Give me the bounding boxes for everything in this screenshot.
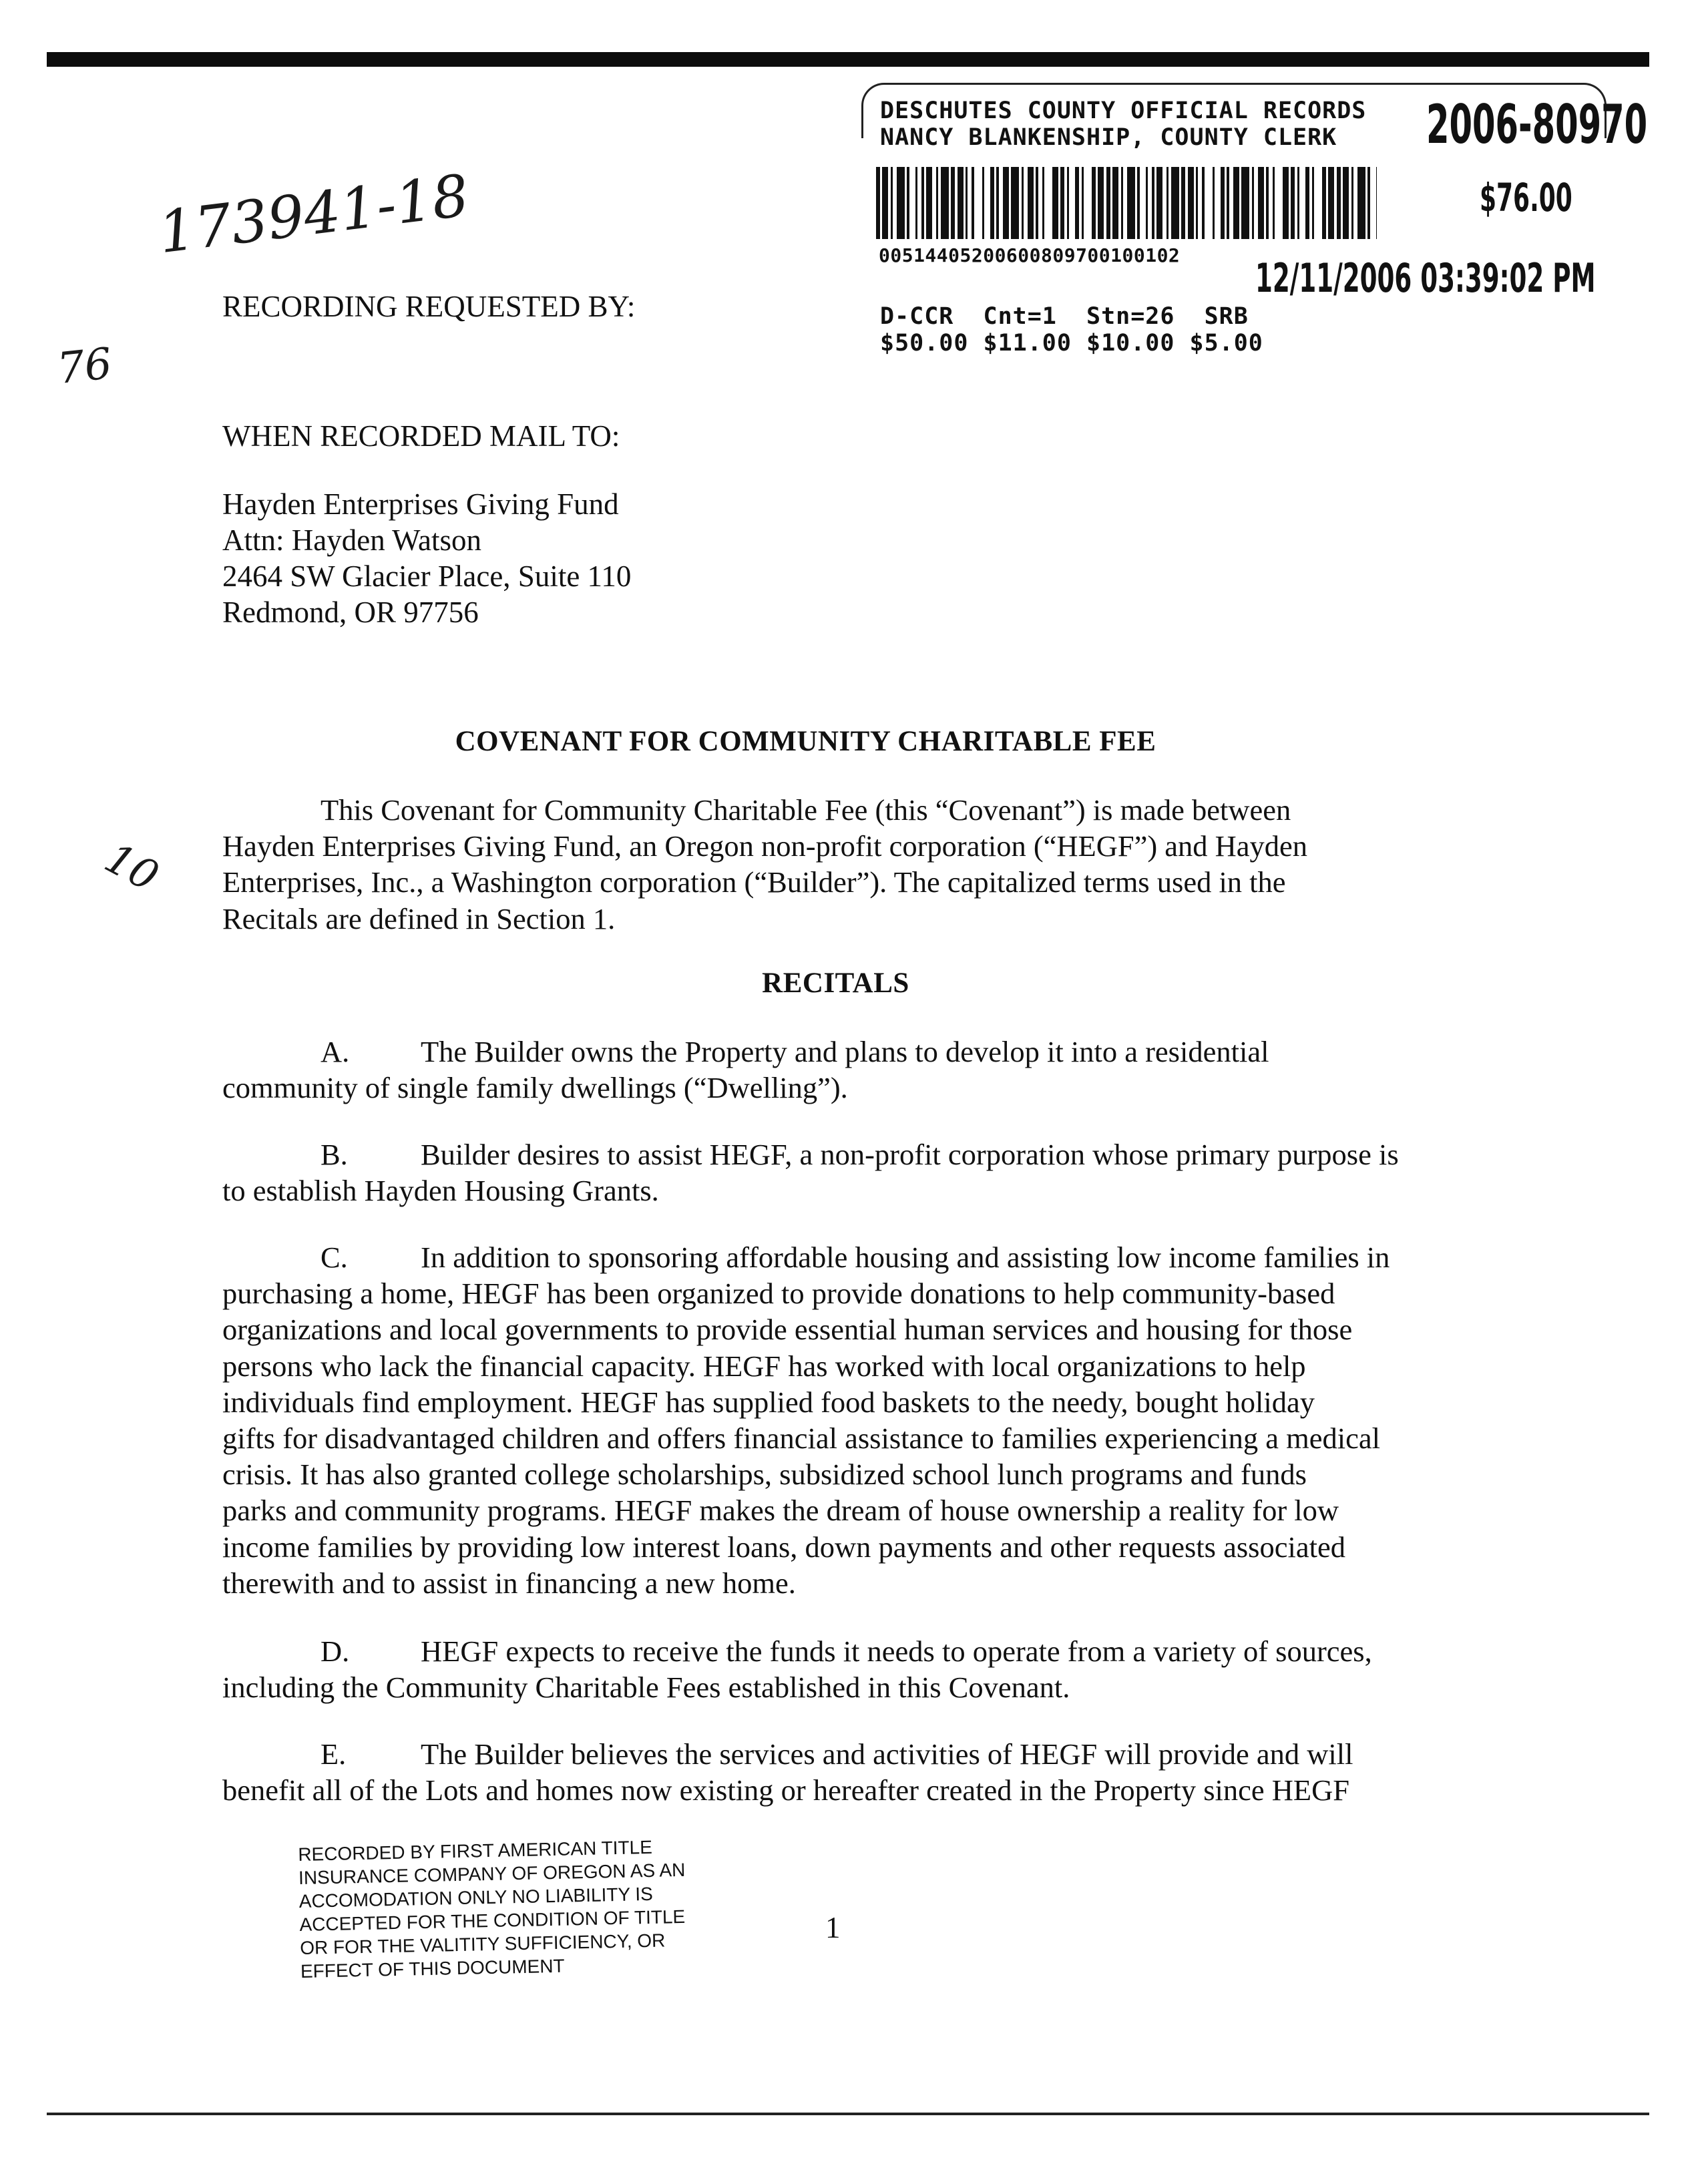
recital-marker: E. (321, 1737, 347, 1771)
recital-marker: B. (321, 1138, 348, 1171)
recital-marker: D. (321, 1634, 350, 1668)
bottom-border-rule (47, 2113, 1649, 2115)
paragraph-line: crisis. It has also granted college scholarships, subsidized school lunch programs and funds (222, 1458, 1307, 1492)
recital-e (222, 1736, 1353, 1808)
stamp-document-number: 2006-80970 (1426, 93, 1648, 156)
recital-marker: C. (321, 1241, 348, 1274)
recital-c (222, 1239, 1390, 1601)
disclaimer-line: INSURANCE COMPANY OF OREGON AS AN (298, 1859, 686, 1888)
stamp-barcode-digits: 00514405200600809700100102 (879, 244, 1181, 266)
paragraph-line: including the Community Charitable Fees established in this Covenant. (222, 1671, 1070, 1705)
stamp-clerk-line: NANCY BLANKENSHIP, COUNTY CLERK (880, 124, 1337, 151)
when-recorded-mail-to-label: WHEN RECORDED MAIL TO: (222, 419, 620, 453)
handwritten-margin-mark: 10 (97, 833, 167, 901)
address-line: Hayden Enterprises Giving Fund (222, 487, 619, 521)
paragraph-line: community of single family dwellings (“Dwelling”). (222, 1071, 848, 1105)
paragraph-line: The Builder believes the services and activities of HEGF will provide and will (421, 1737, 1353, 1771)
disclaimer-line: ACCOMODATION ONLY NO LIABILITY IS (298, 1883, 654, 1912)
document-title: COVENANT FOR COMMUNITY CHARITABLE FEE (455, 726, 1156, 757)
stamp-fees-line: $50.00 $11.00 $10.00 $5.00 (880, 330, 1263, 357)
paragraph-line: purchasing a home, HEGF has been organized to provide donations to help community-based (222, 1277, 1335, 1311)
paragraph-line: organizations and local governments to provide essential human services and housing for those (222, 1313, 1353, 1347)
paragraph-line: Builder desires to assist HEGF, a non-profit corporation whose primary purpose is (421, 1138, 1399, 1171)
recital-marker: A. (321, 1035, 350, 1068)
address-line: Redmond, OR 97756 (222, 596, 479, 629)
paragraph-line: gifts for disadvantaged children and offers financial assistance to families experiencing a medical (222, 1422, 1381, 1456)
title-company-disclaimer-stamp (298, 1835, 688, 1983)
paragraph-line: benefit all of the Lots and homes now existing or hereafter created in the Property since HEGF (222, 1773, 1350, 1807)
handwritten-margin-mark: 76 (55, 339, 115, 395)
paragraph-line: Recitals are defined in Section 1. (222, 901, 616, 935)
paragraph-line: individuals find employment. HEGF has supplied food baskets to the needy, bought holiday (222, 1385, 1315, 1419)
paragraph-line: HEGF expects to receive the funds it needs to operate from a variety of sources, (421, 1634, 1372, 1668)
stamp-barcode (876, 167, 1377, 239)
address-line: Attn: Hayden Watson (222, 523, 481, 557)
paragraph-line: persons who lack the financial capacity. HEGF has worked with local organizations to help (222, 1349, 1306, 1383)
page-number: 1 (825, 1911, 841, 1944)
recital-d (222, 1633, 1372, 1705)
address-line: 2464 SW Glacier Place, Suite 110 (222, 560, 632, 593)
mail-to-address (222, 486, 631, 630)
disclaimer-line: RECORDED BY FIRST AMERICAN TITLE (298, 1836, 653, 1865)
recital-a (222, 1034, 1269, 1106)
paragraph-line: Enterprises, Inc., a Washington corporation (“Builder”). The capitalized terms used in the (222, 865, 1286, 899)
paragraph-line: The Builder owns the Property and plans to develop it into a residential (421, 1035, 1269, 1068)
stamp-office-line: DESCHUTES COUNTY OFFICIAL RECORDS (880, 97, 1367, 124)
stamp-total-fee: $76.00 (1480, 175, 1572, 220)
paragraph-line: parks and community programs. HEGF makes the dream of house ownership a reality for low (222, 1494, 1339, 1528)
paragraph-line: to establish Hayden Housing Grants. (222, 1174, 659, 1208)
paragraph-line: In addition to sponsoring affordable housing and assisting low income families in (421, 1241, 1390, 1274)
paragraph-line: Hayden Enterprises Giving Fund, an Oregon non-profit corporation (“HEGF”) and Hayden (222, 829, 1308, 863)
intro-paragraph (222, 792, 1307, 937)
paragraph-line: therewith and to assist in financing a new home. (222, 1566, 796, 1600)
top-border-rule (47, 52, 1649, 67)
paragraph-line: income families by providing low interest loans, down payments and other requests associated (222, 1530, 1345, 1564)
recital-b (222, 1136, 1399, 1209)
disclaimer-line: EFFECT OF THIS DOCUMENT (300, 1955, 565, 1982)
disclaimer-line: ACCEPTED FOR THE CONDITION OF TITLE (299, 1906, 686, 1935)
handwritten-order-number: 173941-18 (155, 162, 473, 267)
paragraph-line: This Covenant for Community Charitable Fee (this “Covenant”) is made between (321, 793, 1291, 827)
recording-requested-by-label: RECORDING REQUESTED BY: (222, 290, 636, 323)
stamp-codes-line: D-CCR Cnt=1 Stn=26 SRB (880, 303, 1249, 330)
recitals-heading: RECITALS (762, 967, 909, 999)
stamp-recorded-datetime: 12/11/2006 03:39:02 PM (1255, 255, 1596, 302)
disclaimer-line: OR FOR THE VALITITY SUFFICIENCY, OR (299, 1930, 666, 1958)
